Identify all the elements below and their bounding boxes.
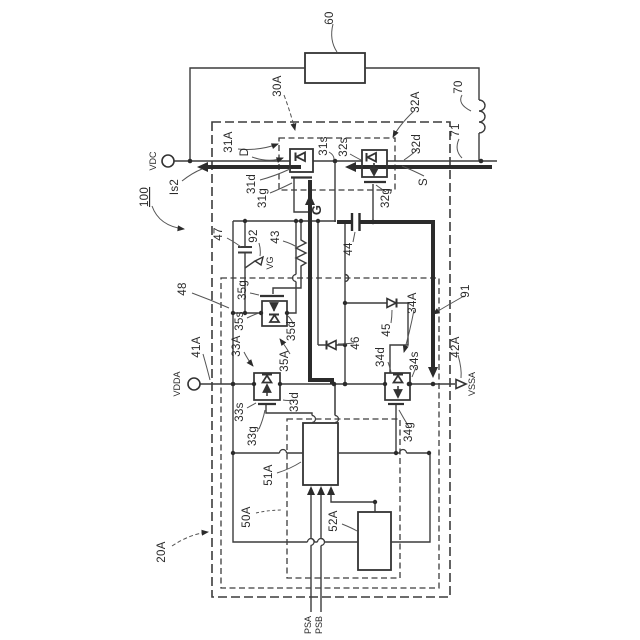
label-32g: 32g — [380, 187, 392, 209]
label-42A: 42A — [450, 336, 462, 358]
diode-45-symbol — [387, 299, 397, 308]
label-VG: VG — [265, 256, 275, 270]
label-34s: 34s — [409, 351, 421, 371]
label-52A: 52A — [328, 510, 340, 532]
label-G: G — [309, 204, 324, 216]
transistor-31A-symbol — [290, 149, 313, 178]
label-100: 100 — [139, 186, 151, 208]
label-VDC: VDC — [148, 151, 158, 171]
label-D: D — [239, 147, 251, 157]
label-34g: 34g — [403, 421, 415, 443]
label-33g: 33g — [247, 425, 259, 447]
label-32A: 32A — [410, 91, 422, 113]
control-box-50A — [287, 419, 400, 578]
label-46: 46 — [350, 336, 362, 350]
label-S: S — [418, 178, 430, 186]
label-35A: 35A — [279, 350, 291, 372]
controller-box-51A — [303, 423, 338, 485]
label-44: 44 — [343, 242, 355, 256]
label-20A: 20A — [156, 541, 168, 563]
load-box-60 — [305, 53, 365, 83]
label-PSB: PSB — [314, 616, 324, 635]
label-Is2: Is2 — [169, 178, 181, 196]
inductor-70-symbol — [479, 100, 485, 133]
label-51A: 51A — [263, 464, 275, 486]
label-45: 45 — [381, 323, 393, 337]
label-32d: 32d — [411, 133, 423, 155]
vg-marker — [255, 257, 263, 265]
label-34A: 34A — [407, 292, 419, 314]
label-47: 47 — [213, 227, 225, 241]
label-91: 91 — [460, 284, 472, 298]
label-34d: 34d — [375, 346, 387, 368]
transistor-34A-symbol — [385, 373, 410, 404]
label-31d: 31d — [246, 173, 258, 195]
vdda-terminal — [188, 378, 200, 390]
label-PSA: PSA — [303, 616, 313, 635]
label-VSSA: VSSA — [467, 371, 477, 397]
capacitor-44-symbol — [352, 213, 360, 231]
label-50A: 50A — [241, 506, 253, 528]
label-30A: 30A — [272, 75, 284, 97]
label-35s: 35s — [234, 311, 246, 331]
vdc-terminal — [162, 155, 174, 167]
vssa-terminal — [456, 380, 466, 389]
transistor-33A-symbol — [254, 373, 280, 404]
label-VDDA: VDDA — [172, 371, 182, 397]
label-48: 48 — [177, 282, 189, 296]
label-33s: 33s — [234, 402, 246, 422]
label-31g: 31g — [257, 187, 269, 209]
label-43: 43 — [270, 230, 282, 244]
transistor-35A-symbol — [260, 296, 287, 326]
label-31s: 31s — [318, 136, 330, 156]
label-41A: 41A — [191, 336, 203, 358]
label-35d: 35d — [286, 320, 298, 342]
label-33A: 33A — [231, 335, 243, 357]
label-70: 70 — [453, 80, 465, 94]
power-supply-box-52A — [358, 512, 391, 570]
label-71: 71 — [450, 123, 462, 137]
label-31A: 31A — [223, 131, 235, 153]
label-32s: 32s — [338, 137, 350, 157]
label-33d: 33d — [289, 391, 301, 413]
diode-46-symbol — [327, 341, 337, 350]
label-35g: 35g — [237, 279, 249, 301]
label-92: 92 — [248, 229, 260, 243]
label-60: 60 — [324, 11, 336, 25]
